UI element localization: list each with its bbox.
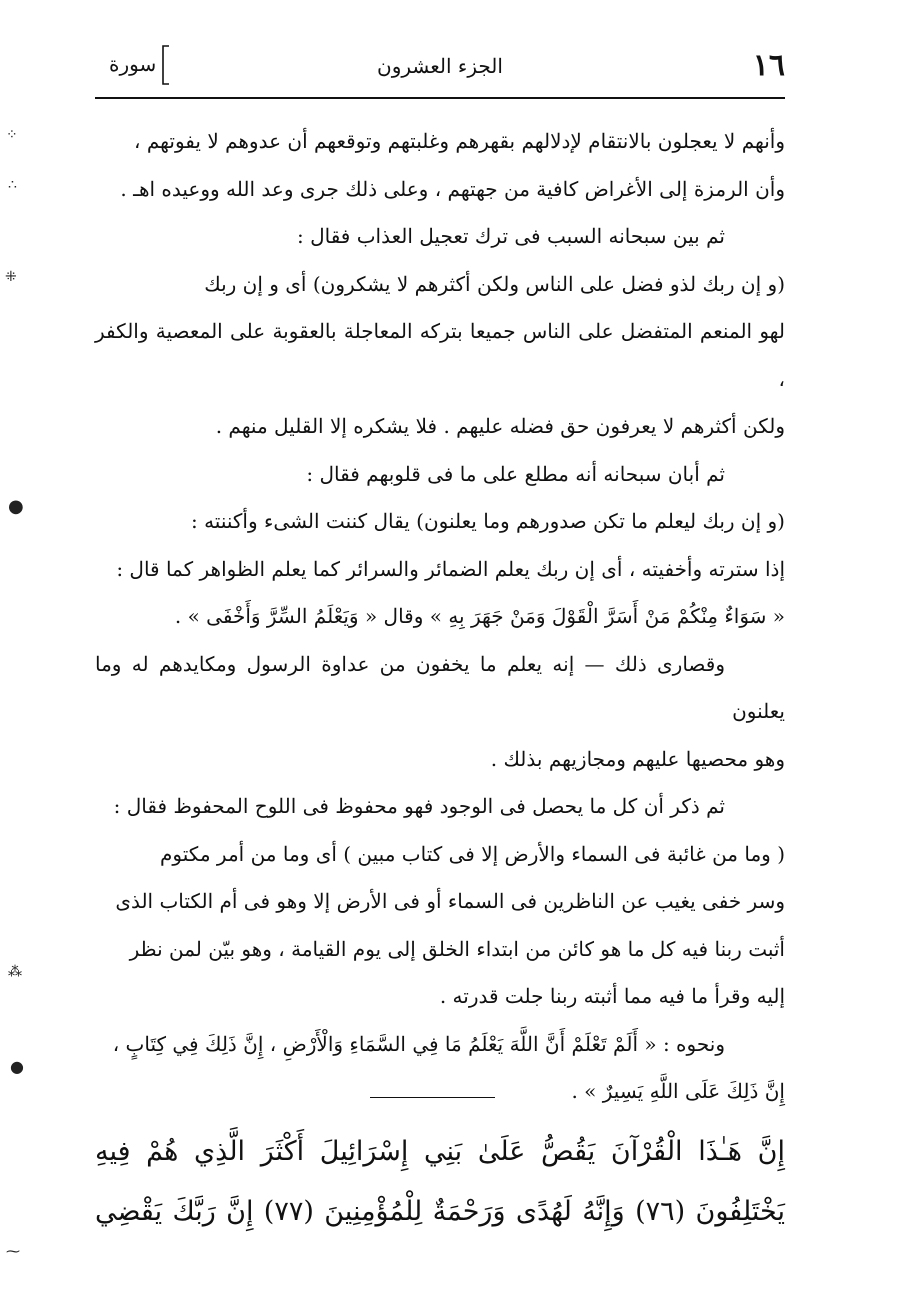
page-number: ١٦ [752, 48, 785, 83]
text-line: وأنهم لا يعجلون بالانتقام لإدلالهم بقهرهم وغلبتهم وتوقعهم أن عدوهم لا يفوتهم ، [134, 129, 785, 153]
margin-speck: ⁂ [8, 964, 22, 980]
margin-speck: ⁜ [5, 269, 17, 285]
text-line: وقصارى ذلك — إنه يعلم ما يخفون من عداوة الرسول ومكايدهم له وما يعلنون [95, 651, 785, 723]
text-line: (و إن ربك ليعلم ما تكن صدورهم وما يعلنون) يقال كننت الشىء وأكننته : [190, 509, 785, 533]
text-line: وأن الرمزة إلى الأغراض كافية من جهتهم ، وعلى ذلك جرى وعد الله ووعيده اهـ . [120, 176, 785, 201]
margin-speck: ● [8, 496, 24, 517]
verse-line: يَخْتَلِفُونَ (٧٦) وَإِنَّهُ لَهُدًى وَرَحْمَةٌ لِلْمُؤْمِنِينَ (٧٧) إِنَّ رَبَّكَ يَقْضِي [95, 1196, 785, 1227]
text-line: إليه وقرأ ما فيه مما أثبته ربنا جلت قدرته . [439, 984, 785, 1008]
header-rule [95, 97, 785, 99]
quran-verse-block [95, 1122, 785, 1242]
surah-label: سورة [109, 52, 157, 76]
margin-speck: ∴ [8, 177, 17, 193]
text-line: وسر خفى يغيب عن الناظرين فى السماء أو فى الأرض إلا وهو فى أم الكتاب الذى [115, 889, 785, 913]
text-line: إِنَّ ذَلِكَ عَلَى اللَّهِ يَسِيرٌ » . [571, 1079, 785, 1103]
text-line: (و إن ربك لذو فضل على الناس ولكن أكثرهم لا يشكرون) أى و إن ربك [204, 271, 785, 296]
text-line: « سَوَاءٌ مِنْكُمْ مَنْ أَسَرَّ الْقَوْلَ وَمَنْ جَهَرَ بِهِ » وقال « وَيَعْلَمُ السِّرَّ وَأَخْفَى » . [174, 604, 785, 628]
commentary-text [95, 118, 785, 1116]
running-head [95, 40, 785, 100]
text-line: وهو محصيها عليهم ومجازيهم بذلك . [490, 746, 785, 771]
text-line: ثم بين سبحانه السبب فى ترك تعجيل العذاب فقال : [296, 224, 725, 248]
text-line: ثم ذكر أن كل ما يحصل فى الوجود فهو محفوظ فى اللوح المحفوظ فقال : [113, 794, 725, 818]
part-title: الجزء العشرون [377, 54, 503, 78]
text-line: لهو المنعم المتفضل على الناس جميعا بتركه المعاجلة بالعقوبة على المعصية والكفر ، [95, 319, 785, 391]
text-line: إذا سترته وأخفيته ، أى إن ربك يعلم الضمائر والسرائر كما يعلم الظواهر كما قال : [116, 556, 785, 581]
margin-speck: ● [10, 1057, 24, 1076]
margin-speck: ⁓ [6, 1244, 20, 1260]
margin-speck: ⁘ [6, 127, 18, 143]
text-line: ثم أبان سبحانه أنه مطلع على ما فى قلوبهم فقال : [306, 461, 725, 486]
text-line: أثبت ربنا فيه كل ما هو كائن من ابتداء الخلق إلى يوم القيامة ، وهو بيّن لمن نظر [129, 936, 785, 961]
text-line: ولكن أكثرهم لا يعرفون حق فضله عليهم . فلا يشكره إلا القليل منهم . [215, 414, 785, 438]
text-line: ( وما من غائبة فى السماء والأرض إلا فى كتاب مبين ) أى وما من أمر مكتوم [160, 841, 785, 866]
text-line: ونحوه : « أَلَمْ تَعْلَمْ أَنَّ اللَّهَ يَعْلَمُ مَا فِي السَّمَاءِ وَالْأَرْضِ ، إِنَّ ذَلِكَ فِي كِتَابٍ ، [112, 1031, 725, 1056]
section-separator [370, 1097, 495, 1098]
verse-line: إِنَّ هَـٰذَا الْقُرْآنَ يَقُصُّ عَلَىٰ بَنِي إِسْرَائِيلَ أَكْثَرَ الَّذِي هُمْ فِيهِ [95, 1136, 785, 1167]
